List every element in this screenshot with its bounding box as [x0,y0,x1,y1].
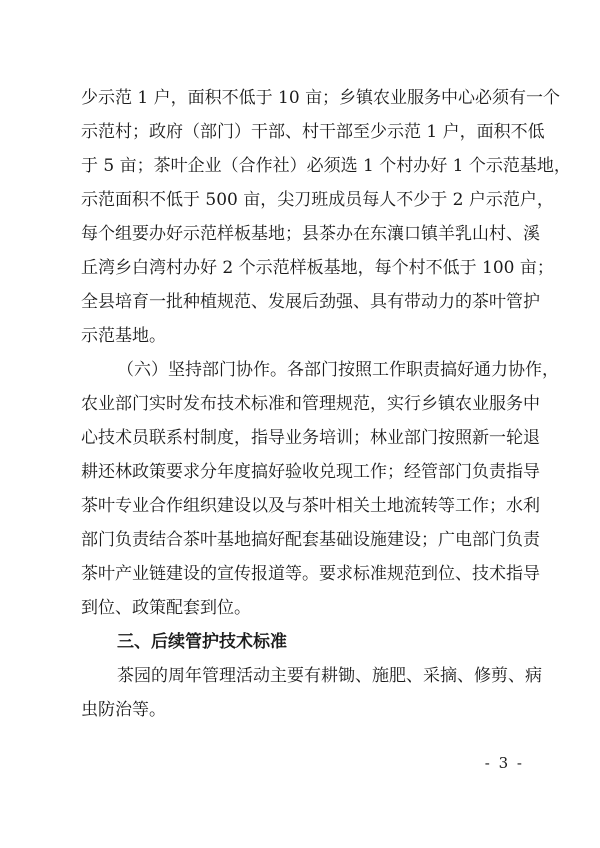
paragraph-2-line-5: 茶叶专业合作组织建设以及与茶叶相关土地流转等工作；水利 [81,496,540,516]
section-heading: 三、后续管护技术标准 [117,632,287,652]
paragraph-1-line-6: 丘湾乡白湾村办好 2 个示范样板基地，每个村不低于 100 亩； [81,258,554,278]
paragraph-1-line-4: 示范面积不低于 500 亩，尖刀班成员每人不少于 2 户示范户， [81,190,554,210]
section-paragraph-line-2: 虫防治等。 [81,700,166,720]
paragraph-2-line-7: 茶叶产业链建设的宣传报道等。要求标准规范到位、技术指导 [81,564,540,584]
paragraph-2-line-4: 耕还林政策要求分年度搞好验收兑现工作；经管部门负责指导 [81,462,540,482]
section-paragraph-line-1: 茶园的周年管理活动主要有耕锄、施肥、采摘、修剪、病 [117,666,542,686]
paragraph-2-line-8: 到位、政策配套到位。 [81,598,251,618]
paragraph-1-line-8: 示范基地。 [81,326,166,346]
paragraph-2-line-6: 部门负责结合茶叶基地搞好配套基础设施建设；广电部门负责 [81,530,540,550]
paragraph-1-line-2: 示范村；政府（部门）干部、村干部至少示范 1 户，面积不低 [81,122,545,142]
paragraph-2-line-2: 农业部门实时发布技术标准和管理规范，实行乡镇农业服务中 [81,394,540,414]
paragraph-2-line-3: 心技术员联系村制度，指导业务培训；林业部门按照新一轮退 [81,428,540,448]
paragraph-2-line-1: （六）坚持部门协作。各部门按照工作职责搞好通力协作， [117,360,559,380]
paragraph-1-line-3: 于 5 亩；茶叶企业（合作社）必须选 1 个村办好 1 个示范基地， [81,156,571,176]
paragraph-1-line-5: 每个组要办好示范样板基地；县茶办在东瀼口镇羊乳山村、溪 [81,224,540,244]
page-number: - 3 - [484,754,524,772]
paragraph-1-line-1: 少示范 1 户，面积不低于 10 亩；乡镇农业服务中心必须有一个 [81,88,561,108]
paragraph-1-line-7: 全县培育一批种植规范、发展后劲强、具有带动力的茶叶管护 [81,292,540,312]
